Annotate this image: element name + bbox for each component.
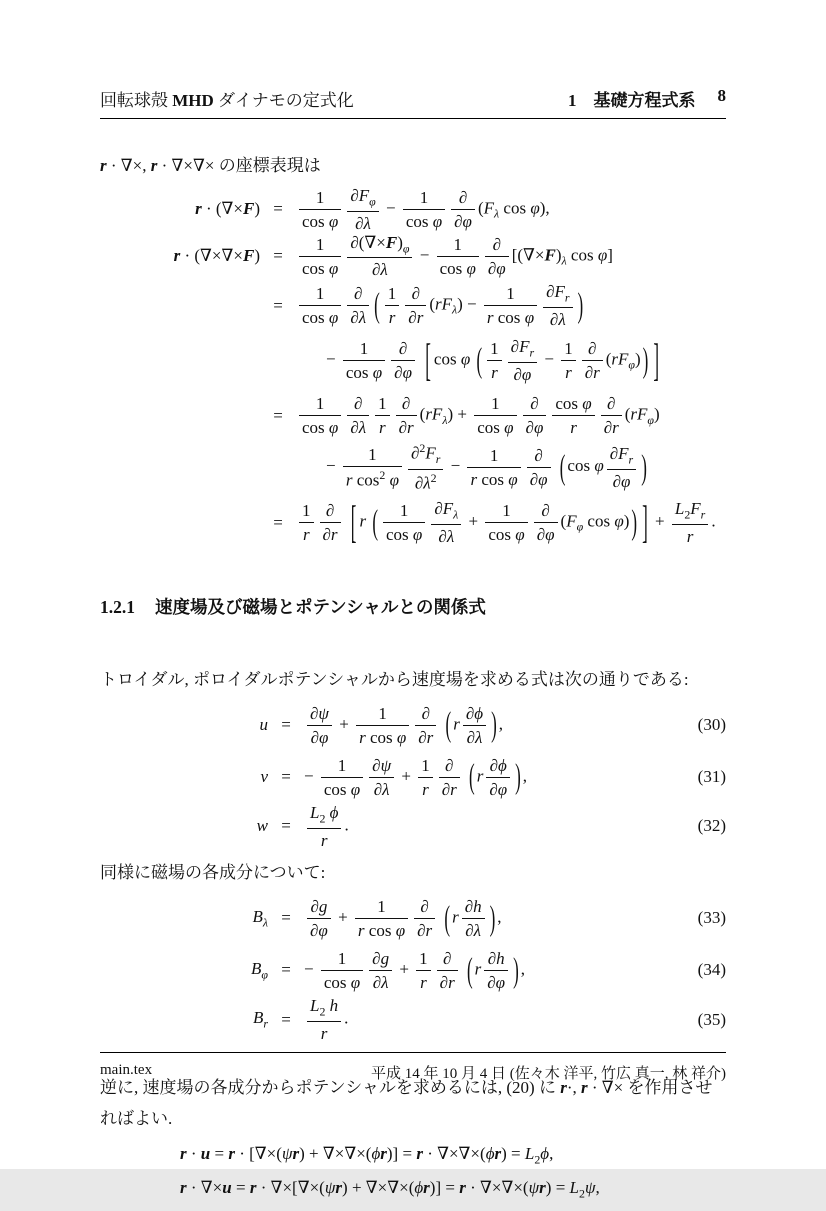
equals-sign: = (281, 1009, 291, 1029)
equation-row (100, 751, 726, 803)
section-ref: 1 基礎方程式系 (568, 91, 696, 110)
equation-array-projection (180, 1144, 726, 1201)
equals-sign: = (281, 816, 291, 836)
equals-sign: = (281, 715, 291, 735)
equation-lhs: $B_\varphi$ (251, 958, 268, 982)
equation-row (100, 390, 726, 442)
equation-lhs: $B_r$ (252, 1008, 268, 1031)
equals-sign: = (273, 295, 283, 315)
equation-rhs: − $\frac{1}{\text{cos φ}}$ ∂ ∂φ [ cos φ ( $\frac{1}{r}$ $\frac{\partial F_r}{\partial\varphi}$ − $\frac{1}{r}$ ∂ ∂r $(rF_\varphi)$ ) ] (326, 334, 659, 386)
equals-sign: = (281, 960, 291, 980)
equation-number: (32) (697, 816, 726, 836)
equation-lhs: $B_\lambda$ (252, 906, 268, 930)
subsection-title: 速度場及び磁場とポテンシャルとの関係式 (155, 596, 486, 617)
intro-line: r · ∇×, r · ∇×∇× の座標表現は (100, 156, 321, 175)
equation-row (100, 699, 726, 751)
paragraph-magnetic-intro: 同様に磁場の各成分について: (100, 862, 326, 882)
equation-array-magnetic (100, 892, 726, 1043)
equation-number: (30) (697, 715, 726, 735)
paragraph-velocity-intro: トロイダル, ポロイダルポテンシャルから速度場を求める式は次の通りである: (100, 669, 689, 689)
equation-row (100, 332, 726, 390)
page-header (100, 86, 726, 119)
running-title: 回転球殻 MHD ダイナモの定式化 (100, 91, 354, 110)
equals-sign: = (273, 246, 283, 266)
equation-row (100, 442, 726, 494)
equation-lhs: u (259, 715, 268, 735)
equation-rhs: − $\frac{1}{r \cos^2 \varphi}$ $\frac{\partial^2F_r}{\partial\lambda^2}$ − $\frac{1}{\text{r cos φ}}$ ∂ ∂φ ( cos φ $\frac{\partial F_r}{\partial\varphi}$ ) (326, 441, 647, 493)
header-right (568, 86, 726, 111)
equation-row (100, 186, 726, 233)
equals-sign: = (281, 767, 291, 787)
footer-filename: main.tex (100, 1062, 153, 1078)
equation-lhs: v (260, 767, 268, 787)
equals-sign: = (273, 199, 283, 219)
equation-rhs: $\frac{\partial g}{\partial\varphi}$ + $\frac{1}{\text{r cos φ}}$ ∂ ∂r ( r $\frac{\partial h}{\partial\lambda}$ ) , (304, 897, 674, 940)
equation-row (100, 892, 726, 944)
equals-sign: = (273, 405, 283, 425)
footer-date-authors: 平成 14 年 10 月 4 日 (佐々木 洋平, 竹広 真一, 林 祥介) (371, 1066, 726, 1082)
subsection-heading (100, 594, 726, 619)
equation-rhs: $\frac{1}{r}$ ∂ ∂r [ r ( $\frac{1}{\text{cos φ}}$ $\frac{\partial F_\lambda}{\partial\lambda}$ + $\frac{1}{\text{cos φ}}$ ∂ ∂φ ($F_\varphi$ cos φ) ) ] + $\frac{L_2F_r}{r}$ . (296, 499, 726, 546)
equation-row (100, 996, 726, 1043)
equation-rhs: − $\frac{1}{\text{cos φ}}$ $\frac{\partial g}{\partial\lambda}$ + $\frac{1}{r}$ ∂ ∂r ( r $\frac{\partial h}{\partial\varphi}$ ) , (304, 948, 525, 992)
equation-rhs: $\frac{1}{\text{cos φ}}$ ∂ ∂λ $\frac{1}{r}$ ∂ ∂r $(rF_\lambda)$ + $\frac{1}{\text{cos φ}}$ ∂ ∂φ $\frac{\text{cos φ}}{r}$ ∂ ∂r $(rF_\varphi)$ (296, 394, 726, 437)
equation-lhs: r · (∇×∇×F) (173, 246, 260, 266)
page-number: 8 (717, 86, 726, 105)
equation-rhs: $\frac{L_2 \phi}{r}$ . (304, 803, 674, 850)
equation-line: $r \cdot u = r \cdot [\nabla\times(\psi r) + \nabla\times\nabla\times(\phi r)] = r \cdot \nabla\times\nabla\times(\phi r) = L_2\phi$, (180, 1144, 554, 1167)
equation-rhs: − $\frac{1}{\text{cos φ}}$ $\frac{\partial\psi}{\partial\lambda}$ + $\frac{1}{r}$ ∂ ∂r ( r $\frac{\partial\phi}{\partial\varphi}$ ) , (304, 755, 528, 799)
subsection-number: 1.2.1 (100, 596, 135, 617)
equation-row (100, 944, 726, 996)
equation-number: (34) (697, 960, 726, 980)
equation-number: (31) (697, 767, 726, 787)
page-footer (100, 1052, 726, 1083)
equation-row (100, 233, 726, 280)
equation-number: (35) (697, 1009, 726, 1029)
paragraph-inverse: 逆に, 速度場の各成分からポテンシャルを求めるには, (20) に r·, r · ∇× を作用させればよい. (100, 1078, 713, 1128)
equation-rhs: $\frac{1}{\text{cos φ}}$ $\frac{\partial F_\varphi}{\partial\lambda}$ − $\frac{1}{\text{cos φ}}$ ∂ ∂φ ($F_\lambda$ cos φ), (296, 186, 726, 233)
equation-lhs: r · (∇×F) (195, 199, 260, 219)
equation-rhs: $\frac{1}{\text{cos φ}}$ $\frac{\partial(\nabla\times F)_\varphi}{\partial\lambda}$ − $\frac{1}{\text{cos φ}}$ ∂ ∂φ [$(\nabla\times F)_\lambda$ cos φ] (296, 233, 726, 280)
equals-sign: = (281, 908, 291, 928)
equation-number: (33) (697, 908, 726, 928)
equation-row (100, 494, 726, 552)
equation-rhs: $\frac{L_2 h}{r}$ . (304, 996, 674, 1043)
equation-array-curl-expressions (100, 186, 726, 552)
equation-array-velocity (100, 699, 726, 850)
equation-rhs: $\frac{1}{\text{cos φ}}$ ∂ ∂λ ( $\frac{1}{r}$ ∂ ∂r $(rF_\lambda)$ − $\frac{1}{\text{r cos φ}}$ $\frac{\partial F_r}{\partial\lambda}$ ) (296, 282, 726, 329)
page-content (100, 86, 726, 1211)
equation-line: $r \cdot \nabla\times u = r \cdot \nabla\times[\nabla\times(\psi r) + \nabla\times\nabla\times(\phi r)] = r \cdot \nabla\times\nabla\times(\psi r) = L_2\psi$, (180, 1177, 600, 1201)
equation-lhs: w (256, 816, 268, 836)
equation-row (100, 803, 726, 850)
equation-row (100, 280, 726, 332)
equation-rhs: $\frac{\partial\psi}{\partial\varphi}$ + $\frac{1}{\text{r cos φ}}$ ∂ ∂r ( r $\frac{\partial\phi}{\partial\lambda}$ ) , (304, 704, 674, 747)
equals-sign: = (273, 512, 283, 532)
